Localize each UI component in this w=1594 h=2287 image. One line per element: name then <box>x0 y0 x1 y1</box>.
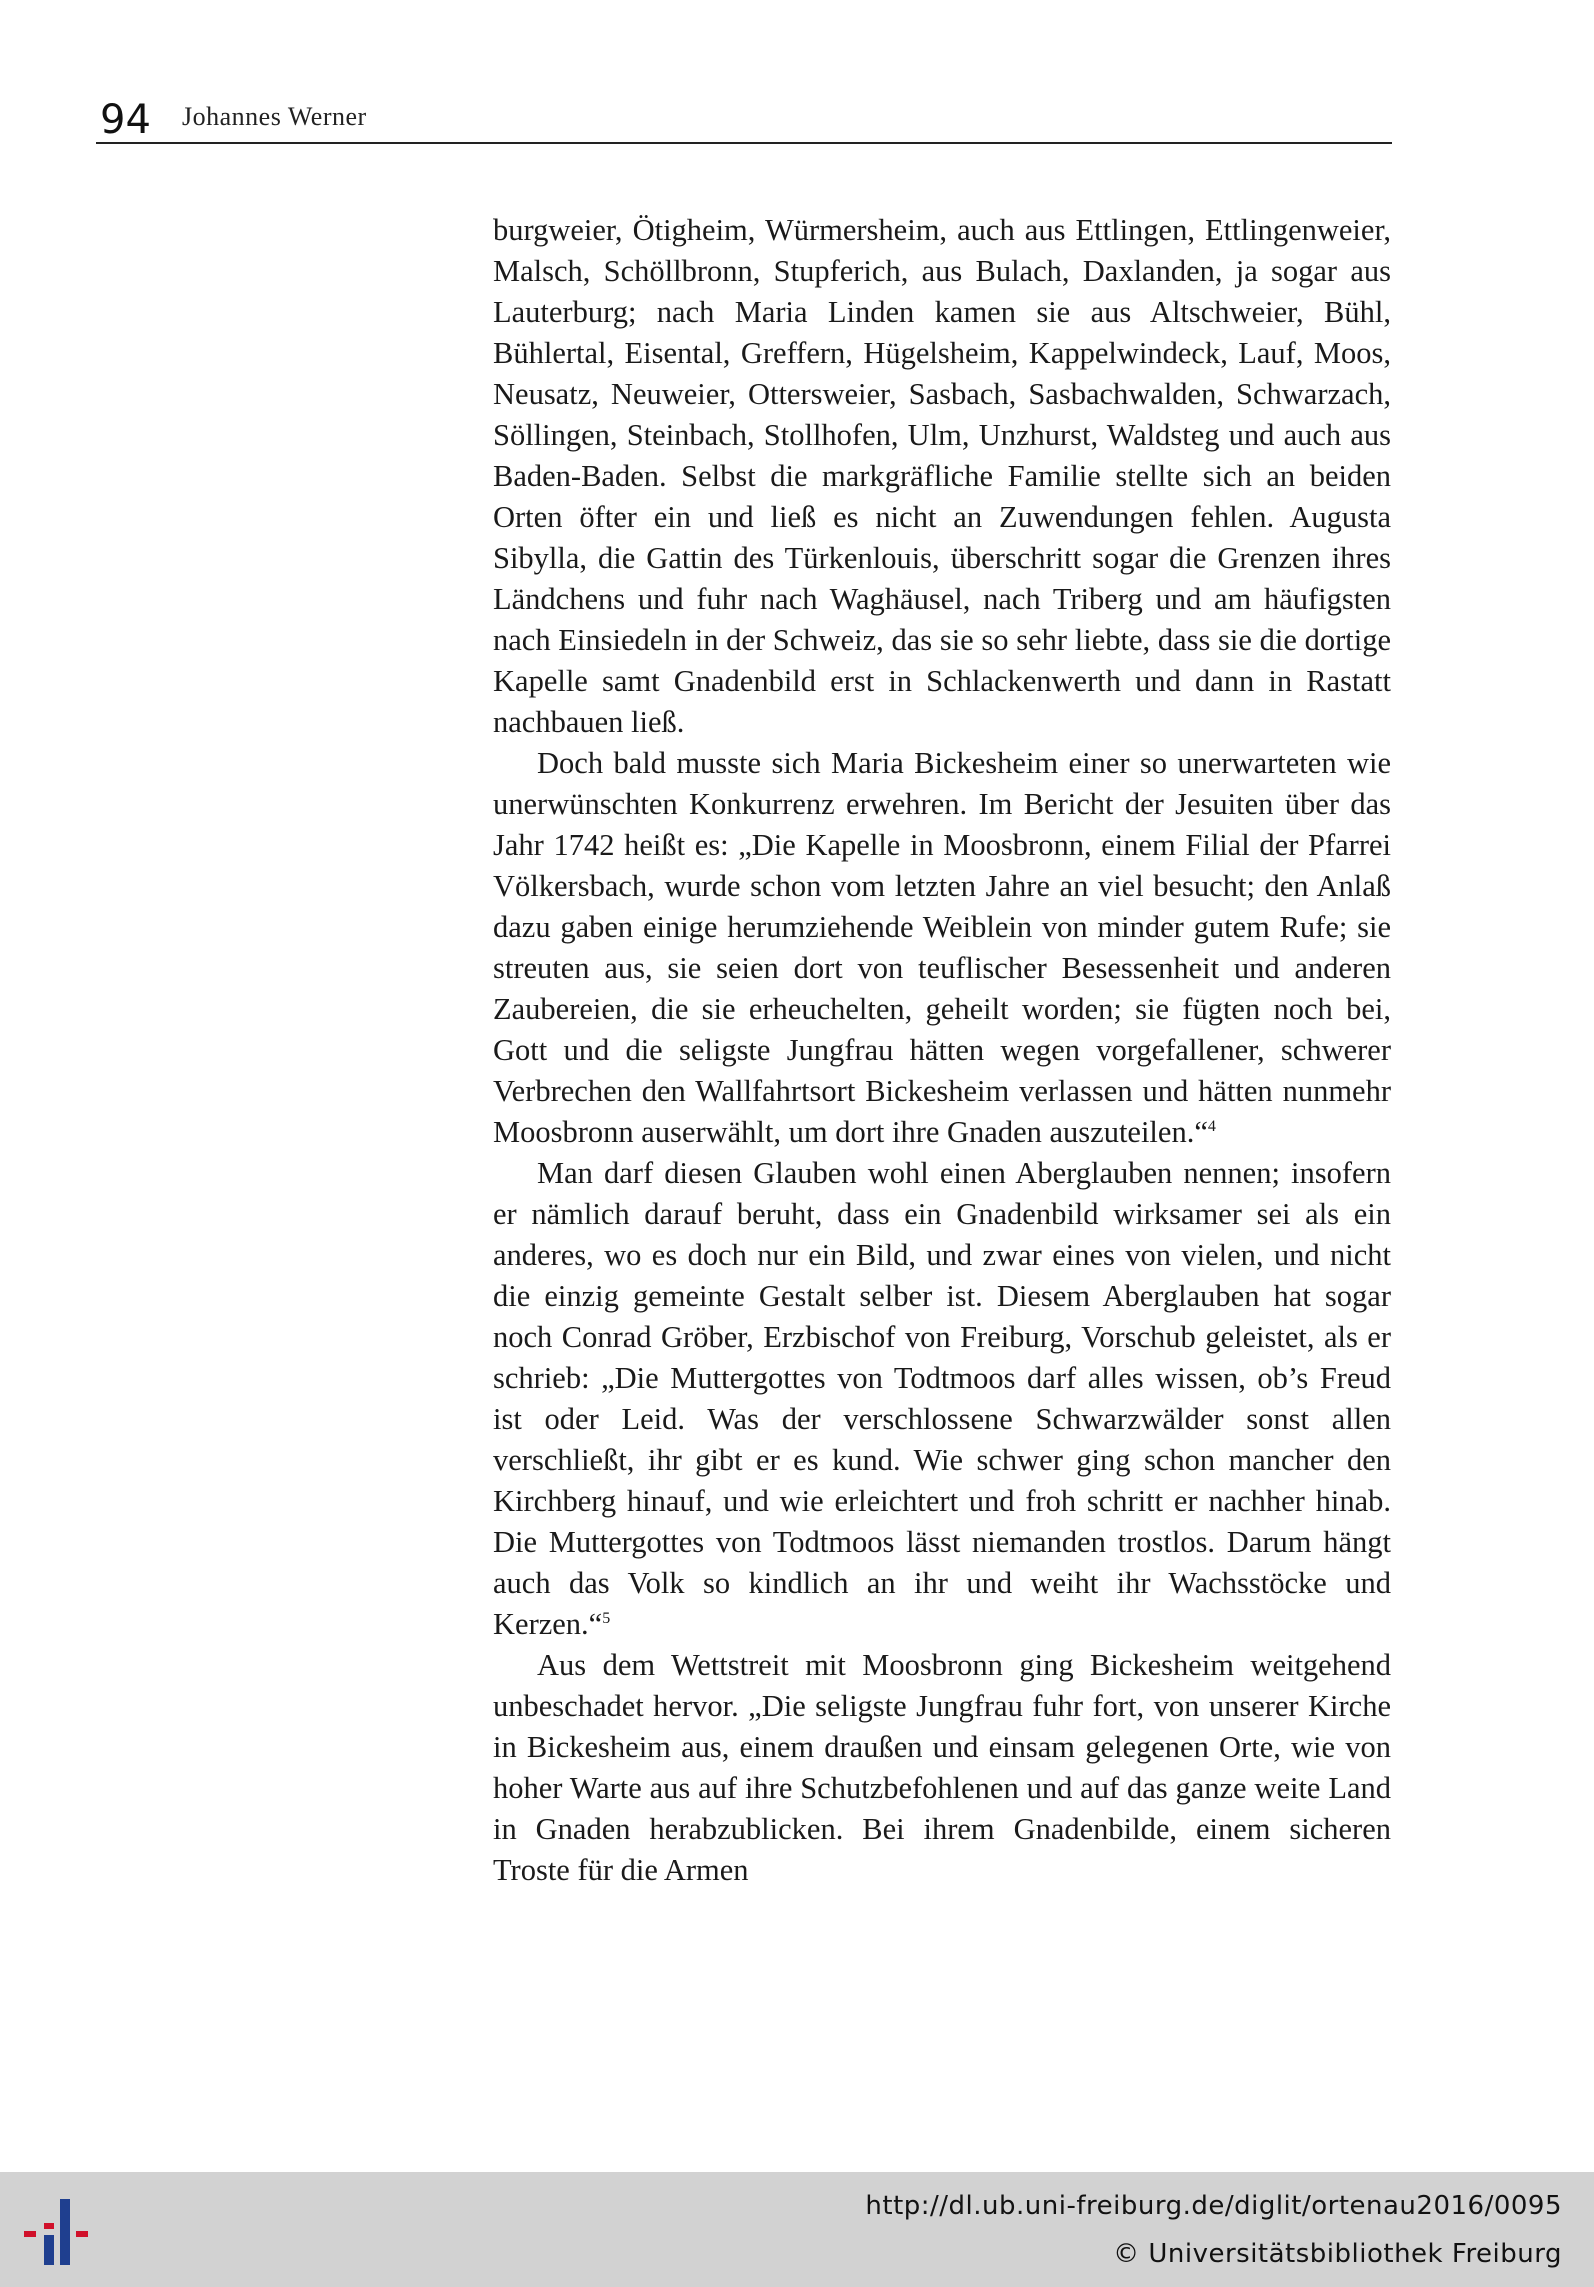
copyright-notice: © Universitätsbibliothek Freiburg <box>1113 2239 1562 2269</box>
footnote-ref-4: 4 <box>1207 1117 1216 1135</box>
paragraph-2 <box>493 743 1391 1153</box>
footnote-ref-5: 5 <box>602 1609 611 1627</box>
body-text <box>493 210 1391 1891</box>
paragraph-1: burgweier, Ötigheim, Würmersheim, auch aus Ettlingen, Ettlingenweier, Malsch, Schöllbronn, Stupferich, aus Bulach, Daxlanden, ja sogar aus Lauterburg; nach Maria Linden kamen sie aus Altschweier, Bühl, Bühlertal, Eisental, Greffern, Hügelsheim, Kappelwindeck, Lauf, Moos, Neusatz, Neuweier, Ottersweier, Sasbach, Sasbachwalden, Schwarzach, Söllingen, Steinbach, Stollhofen, Ulm, Unzhurst, Waldsteg und auch aus Baden-Baden. Selbst die markgräfliche Familie stellte sich an beiden Orten öfter ein und ließ es nicht an Zuwendungen fehlen. Augusta Sibylla, die Gattin des Türkenlouis, überschritt sogar die Grenzen ihres Ländchens und fuhr nach Waghäusel, nach Triberg und am häufigsten nach Einsiedeln in der Schweiz, das sie so sehr liebte, dass sie die dortige Kapelle samt Gnadenbild erst in Schlackenwerth und dann in Rastatt nachbauen ließ. <box>493 213 1391 739</box>
paragraph-4: Aus dem Wettstreit mit Moosbronn ging Bickesheim weitgehend unbeschadet hervor. „Die seligste Jungfrau fuhr fort, von unserer Kirche in Bickesheim aus, einem draußen und einsam gelegenen Orte, wie von hoher Warte aus auf ihre Schutzbefohlenen und auf das ganze weite Land in Gnaden herabzublicken. Bei ihrem Gnadenbilde, einem sicheren Troste für die Armen <box>493 1648 1391 1887</box>
source-url-link[interactable]: http://dl.ub.uni-freiburg.de/diglit/ortenau2016/0095 <box>865 2191 1562 2221</box>
page-number: 94 <box>100 97 151 143</box>
page-header <box>96 98 1392 144</box>
running-head-author: Johannes Werner <box>182 102 367 131</box>
paragraph-2-text: Doch bald musste sich Maria Bickesheim einer so unerwarteten wie unerwünschten Konkurrenz erwehren. Im Bericht der Jesuiten über das Jahr 1742 heißt es: „Die Kapelle in Moosbronn, einem Filial der Pfarrei Völkersbach, wurde schon vom letzten Jahre an viel besucht; den Anlaß dazu gaben einige herumziehende Weiblein von minder gutem Rufe; sie streuten aus, sie seien dort von teuflischer Besessenheit und anderen Zaubereien, die sie erheuchelten, geheilt worden; sie fügten noch bei, Gott und die seligste Jungfrau hätten wegen vorgefallener, schwerer Verbrechen den Wallfahrtsort Bickesheim verlassen und hätten nunmehr Moosbronn auserwählt, um dort ihre Gnaden auszuteilen.“ <box>493 746 1391 1149</box>
paragraph-3-text: Man darf diesen Glauben wohl einen Aberglauben nennen; insofern er nämlich darauf beruht, dass ein Gnadenbild wirksamer sei als ein anderes, wo es doch nur ein Bild, und zwar eines von vielen, und nicht die einzig gemeinte Gestalt selber ist. Diesem Aberglauben hat sogar noch Conrad Gröber, Erzbischof von Freiburg, Vorschub geleistet, als er schrieb: „Die Muttergottes von Todtmoos darf alles wissen, ob’s Freud ist oder Leid. Was der verschlossene Schwarzwälder sonst allen verschließt, ihr gibt er es kund. Wie schwer ging schon mancher den Kirchberg hinauf, und wie erleichtert und froh schritt er nachher hinab. Die Muttergottes von Todtmoos lässt niemanden trostlos. Darum hängt auch das Volk so kindlich an ihr und weiht ihr Wachsstöcke und Kerzen.“ <box>493 1156 1391 1641</box>
paragraph-3 <box>493 1153 1391 1645</box>
ub-freiburg-logo-icon[interactable] <box>24 2195 104 2271</box>
